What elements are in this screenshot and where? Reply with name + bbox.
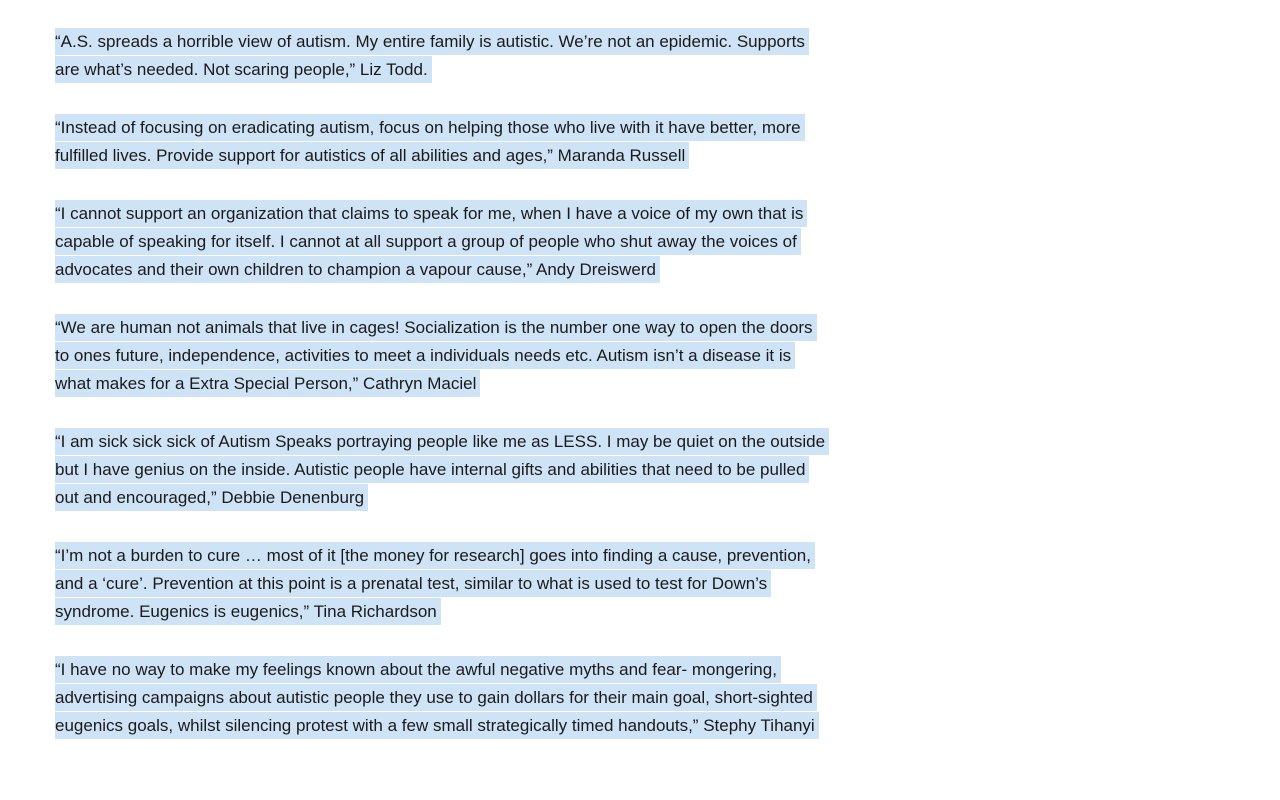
quote-text: “I have no way to make my feelings known about the awful negative myths and fear- mongering, advertising campaigns about autistic people they use to gain dollars for their main goal, short-sighted eugenics goals, whilst silencing protest with a few small strategically timed handouts,” Stephy Tihanyi [55,656,819,739]
quote-text: “Instead of focusing on eradicating autism, focus on helping those who live with it have better, more fulfilled lives. Provide support for autistics of all abilities and ages,” Maranda Russell [55,114,805,169]
quote-text: “I am sick sick sick of Autism Speaks portraying people like me as LESS. I may be quiet on the outside but I have genius on the inside. Autistic people have internal gifts and abilities that need to be pulled out and encouraged,” Debbie Denenburg [55,428,829,511]
quote-paragraph [55,314,830,398]
quote-text: “We are human not animals that live in cages! Socialization is the number one way to open the doors to ones future, independence, activities to meet a individuals needs etc. Autism isn’t a disease it is what makes for a Extra Special Person,” Cathryn Maciel [55,314,817,397]
quote-paragraph [55,656,830,740]
quote-paragraph [55,28,830,84]
quote-paragraph [55,200,830,284]
quote-text: “A.S. spreads a horrible view of autism. My entire family is autistic. We’re not an epidemic. Supports are what’s needed. Not scaring people,” Liz Todd. [55,28,809,83]
article-body [55,28,830,770]
quote-text: “I’m not a burden to cure … most of it [the money for research] goes into finding a cause, prevention, and a ‘cure’. Prevention at this point is a prenatal test, similar to what is used to test for Down’s syndrome. Eugenics is eugenics,” Tina Richardson [55,542,815,625]
quote-paragraph [55,542,830,626]
quote-text: “I cannot support an organization that claims to speak for me, when I have a voice of my own that is capable of speaking for itself. I cannot at all support a group of people who shut away the voices of advocates and their own children to champion a vapour cause,” Andy Dreiswerd [55,200,807,283]
quote-paragraph [55,114,830,170]
quote-paragraph [55,428,830,512]
